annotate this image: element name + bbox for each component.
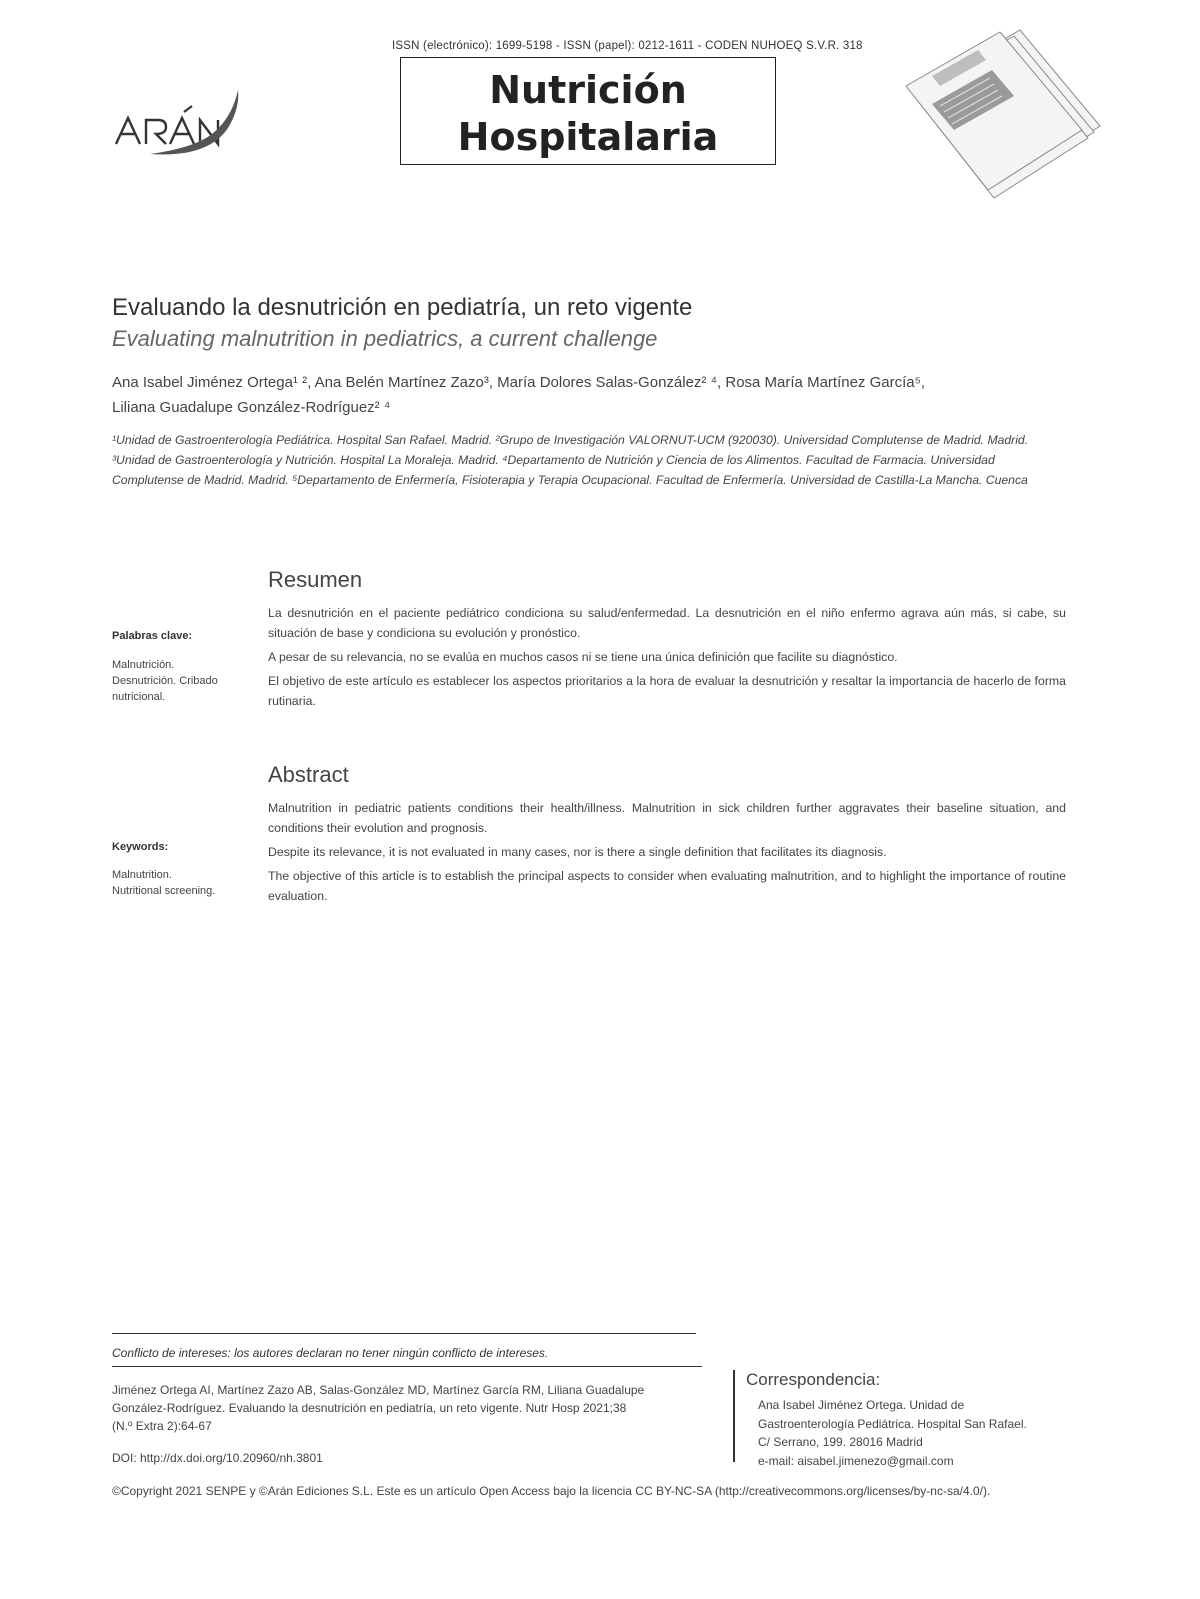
- journal-title-line2: Hospitalaria: [457, 115, 719, 159]
- journal-covers-image: [896, 26, 1102, 206]
- abstract-text: [268, 798, 1066, 910]
- aran-logo: [108, 88, 248, 168]
- citation-line: González-Rodríguez. Evaluando la desnutrición en pediatría, un reto vigente. Nutr Hosp 2021;38: [112, 1401, 627, 1415]
- keywords-label-es: Palabras clave:: [112, 630, 193, 642]
- keywords-en: [112, 867, 232, 899]
- citation: [112, 1381, 672, 1435]
- abstract-paragraph: Malnutrition in pediatric patients conditions their health/illness. Malnutrition in sick children further aggravates their baseline situation, and conditions their evolution and prognosis.: [268, 801, 1066, 835]
- resumen-paragraph: El objetivo de este artículo es establecer los aspectos prioritarios a la hora de evaluar la desnutrición y resaltar la importancia de hacerlo de forma rutinaria.: [268, 674, 1066, 708]
- keyword-line: Desnutrición. Cribado: [112, 675, 218, 687]
- affiliation-line: Complutense de Madrid. Madrid. ⁵Departamento de Enfermería, Fisioterapia y Terapia Ocupacional. Facultad de Enfermería. Universidad de Castilla-La Mancha. Cuenca: [112, 473, 1028, 487]
- correspondence-line: C/ Serrano, 199. 28016 Madrid: [758, 1435, 923, 1449]
- authors-line: Liliana Guadalupe González-Rodríguez² ⁴: [112, 399, 391, 416]
- doi-link[interactable]: DOI: http://dx.doi.org/10.20960/nh.3801: [112, 1451, 323, 1465]
- correspondence-email[interactable]: e-mail: aisabel.jimenezo@gmail.com: [758, 1453, 954, 1468]
- abstract-paragraph: Despite its relevance, it is not evaluated in many cases, nor is there a single definition that facilitates its diagnosis.: [268, 845, 887, 859]
- conflict-of-interest: Conflicto de intereses: los autores declaran no tener ningún conflicto de intereses.: [112, 1346, 549, 1360]
- affiliation-line: ³Unidad de Gastroenterología y Nutrición. Hospital La Moraleja. Madrid. ⁴Departamento de Nutrición y Ciencia de los Alimentos. Facultad de Farmacia. Universidad: [112, 453, 995, 467]
- issn-line: ISSN (electrónico): 1699-5198 - ISSN (papel): 0212-1611 - CODEN NUHOEQ S.V.R. 318: [392, 40, 863, 52]
- resumen-paragraph: A pesar de su relevancia, no se evalúa en muchos casos ni se tiene una única definición que facilite su diagnóstico.: [268, 650, 898, 664]
- resumen-heading: Resumen: [268, 567, 363, 592]
- correspondence-line: Ana Isabel Jiménez Ortega. Unidad de: [758, 1398, 965, 1412]
- keyword-line: nutricional.: [112, 691, 166, 703]
- keywords-label-en: Keywords:: [112, 841, 169, 853]
- keyword-line: Malnutrición.: [112, 659, 175, 671]
- keyword-line: Nutritional screening.: [112, 885, 216, 897]
- correspondence-details: [758, 1396, 1027, 1470]
- affiliations: [112, 430, 1072, 490]
- correspondence-divider: [733, 1370, 735, 1462]
- footer-rule-mid: [112, 1366, 702, 1367]
- author-list: [112, 370, 1072, 420]
- article-title-es: Evaluando la desnutrición en pediatría, un reto vigente: [112, 294, 693, 321]
- article-title-en: Evaluating malnutrition in pediatrics, a current challenge: [112, 326, 658, 351]
- keywords-es: [112, 657, 232, 705]
- citation-line: Jiménez Ortega AI, Martínez Zazo AB, Salas-González MD, Martínez García RM, Liliana Guadalupe: [112, 1383, 645, 1397]
- copyright-notice: ©Copyright 2021 SENPE y ©Arán Ediciones S.L. Este es un artículo Open Access bajo la licencia CC BY-NC-SA (http://creativecommons.org/licenses/by-nc-sa/4.0/).: [112, 1484, 991, 1498]
- abstract-paragraph: The objective of this article is to establish the principal aspects to consider when evaluating malnutrition, and to highlight the importance of routine evaluation.: [268, 869, 1066, 903]
- abstract-heading: Abstract: [268, 762, 349, 787]
- journal-title-line1: Nutrición: [489, 68, 687, 112]
- correspondence-line: Gastroenterología Pediátrica. Hospital San Rafael.: [758, 1416, 1027, 1431]
- resumen-text: [268, 603, 1066, 715]
- citation-line: (N.º Extra 2):64-67: [112, 1419, 212, 1433]
- resumen-paragraph: La desnutrición en el paciente pediátrico condiciona su salud/enfermedad. La desnutrición en el niño enfermo agrava aún más, si cabe, su situación de base y condiciona su evolución y pronóstico.: [268, 606, 1066, 640]
- authors-line: Ana Isabel Jiménez Ortega¹ ², Ana Belén Martínez Zazo³, María Dolores Salas-González² ⁴, Rosa María Martínez García⁵,: [112, 374, 925, 391]
- footer-rule-top: [112, 1333, 696, 1334]
- keyword-line: Malnutrition.: [112, 869, 172, 881]
- journal-title-box: [400, 57, 776, 165]
- affiliation-line: ¹Unidad de Gastroenterología Pediátrica. Hospital San Rafael. Madrid. ²Grupo de Investigación VALORNUT-UCM (920030). Universidad Complutense de Madrid. Madrid.: [112, 433, 1029, 447]
- correspondence-heading: Correspondencia:: [746, 1370, 881, 1389]
